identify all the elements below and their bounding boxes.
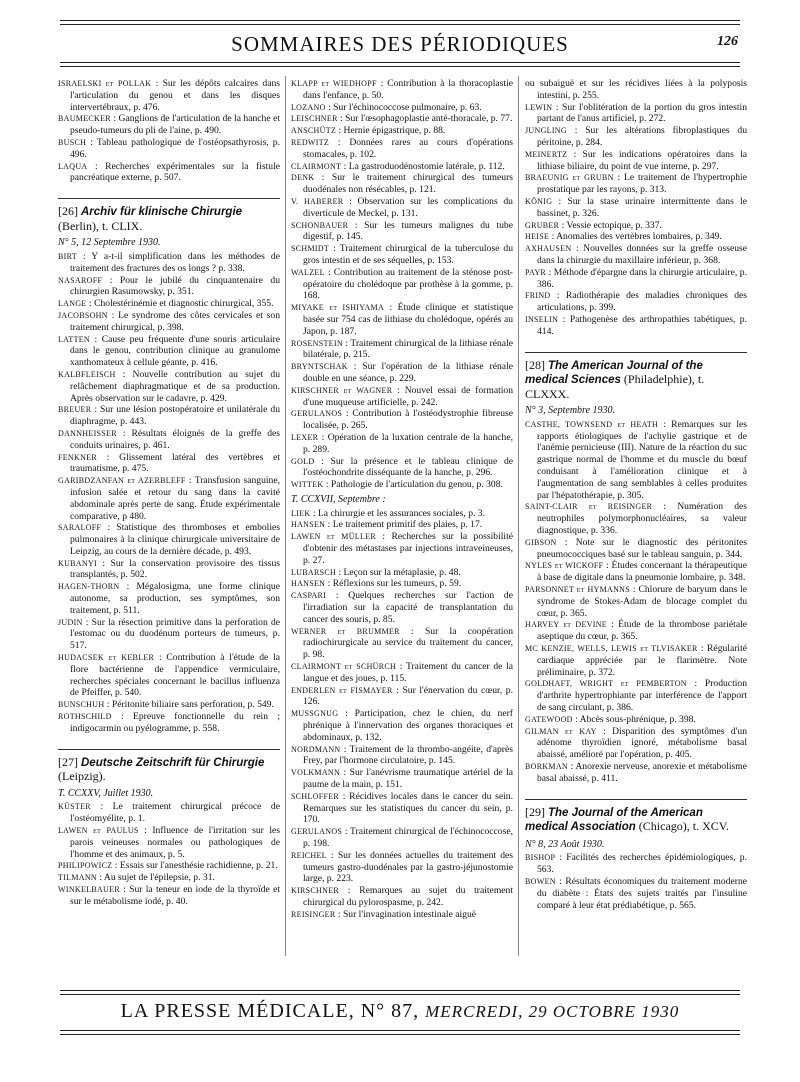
article-entry bbox=[291, 826, 513, 850]
article-authors: ROTHSCHILD bbox=[58, 712, 112, 722]
article-entry bbox=[525, 714, 747, 726]
article-authors: LANGE bbox=[58, 299, 87, 309]
article-title: : Au sujet de l'épilepsie, p. 31. bbox=[96, 872, 215, 884]
article-title: : Sur l'échinococcose pulmonaire, p. 63. bbox=[325, 101, 482, 113]
article-entry bbox=[291, 432, 513, 456]
article-entry bbox=[525, 537, 747, 561]
article-entry bbox=[291, 243, 513, 267]
top-double-rule bbox=[60, 20, 740, 25]
journal-heading bbox=[525, 799, 747, 835]
article-title: : Anomalies des vertèbres lombaires, p. 349. bbox=[549, 231, 722, 243]
article-title: : Remarques sur les rapports étiologiques de l'achylie gastrique et de l'anémie pernicieuse (III). Nature de la réaction du suc gastrique normal de l'homme et du muscle du bœuf conduisant à l'amélioration clinique et à l'augmentation de sang semblables à celles produites par l'hépatothérapie, p. 305. bbox=[537, 418, 747, 501]
article-entry bbox=[525, 678, 747, 713]
column-separator bbox=[518, 76, 519, 956]
issue-heading: N° 8, 23 Août 1930. bbox=[525, 838, 605, 850]
article-title: : Contribution à la thoracoplastie dans l'enfance, p. 50. bbox=[303, 78, 513, 101]
article-title: : Anorexie nerveuse, anorexie et métabolisme basal abaissé, p. 411. bbox=[537, 760, 747, 784]
article-entry bbox=[291, 456, 513, 480]
article-authors: SCHONBAUER bbox=[291, 220, 349, 230]
article-entry bbox=[525, 267, 747, 291]
journal-details: (Leipzig). bbox=[58, 769, 106, 784]
article-authors: HANSEN bbox=[291, 579, 326, 589]
article-title: : Traitement chirurgical de la tuberculose du gros intestin et de ses séquelles, p. 153. bbox=[303, 243, 513, 266]
article-authors: SAINT-CLAIR et REISINGER bbox=[525, 502, 653, 512]
article-title: : Vessie ectopique, p. 337. bbox=[559, 219, 662, 231]
journal-number: [26] bbox=[58, 204, 78, 219]
article-entry bbox=[291, 338, 513, 362]
article-authors: PARSONNET et HYMANNS bbox=[525, 584, 631, 594]
article-entry bbox=[291, 113, 513, 125]
article-authors: BREUER bbox=[58, 405, 92, 415]
article-title: : Pour le jubilé du cinquantenaire du chirurgien Rasumowsky, p. 351. bbox=[70, 274, 280, 298]
page-title: SOMMAIRES DES PÉRIODIQUES bbox=[231, 32, 569, 56]
article-title: : Sur les dépôts calcaires dans l'articulation du genou et dans les disques intervertébraux, p. 476. bbox=[70, 78, 280, 113]
article-entry bbox=[58, 78, 280, 113]
article-title: : Résultats éloignés de la greffe des conduits urinaires, p. 461. bbox=[70, 427, 280, 451]
article-entry bbox=[291, 909, 513, 921]
article-title: : Recherches expérimentales sur la fistule pancréatique externe, p. 507. bbox=[70, 160, 280, 184]
article-entry bbox=[58, 872, 280, 884]
journal-heading bbox=[58, 749, 280, 784]
article-title: : Résultats économiques du traitement moderne du diabète : États des sujets traités par l'insuline comparé à leur état prédiabétique, p. 565. bbox=[537, 875, 747, 911]
article-title: : Y a-t-il simplification dans les méthodes de traitement des fractures des os longs ? p. 338. bbox=[70, 250, 280, 274]
article-title: : Sur l'énervation du cœur, p. 126. bbox=[303, 684, 514, 708]
article-authors: BUSCH bbox=[58, 137, 87, 147]
article-entry bbox=[58, 801, 280, 825]
article-title: : Radiothérapie des maladies chroniques des articulations, p. 399. bbox=[537, 290, 747, 314]
article-entry bbox=[291, 791, 513, 826]
article-authors: SCHLOFFER bbox=[291, 791, 340, 801]
article-authors: GILMAN et KAY bbox=[525, 726, 597, 736]
article-title: : Note sur le diagnostic des péritonites pneumococciques basé sur le tableau sanguin, p. 344. bbox=[537, 536, 747, 560]
bottom-double-rule bbox=[60, 1030, 740, 1035]
article-authors: HAGEN-THORN bbox=[58, 582, 120, 592]
article-entry bbox=[525, 102, 747, 126]
article-entry bbox=[58, 860, 280, 872]
article-entry bbox=[58, 699, 280, 711]
article-authors: CLAIRMONT et SCHÜRCH bbox=[291, 662, 397, 672]
article-authors: MIYAKE et ISHIYAMA bbox=[291, 303, 385, 313]
page-number: 126 bbox=[717, 34, 738, 49]
article-authors: MC KENZIE, WELLS, LEWIS et TLVISAKER bbox=[525, 643, 698, 653]
article-authors: ENDERLEN et FISMAYER bbox=[291, 685, 393, 695]
article-title: : Le traitement de l'hypertrophie prostatique par les rayons, p. 313. bbox=[537, 172, 747, 196]
article-authors: LEXER bbox=[291, 432, 319, 442]
journal-title: Deutsche Zeitschrift für Chirurgie bbox=[81, 756, 265, 769]
article-entry bbox=[58, 558, 280, 582]
article-entry bbox=[58, 825, 280, 860]
article-title: : Quelques recherches sur l'action de l'irradiation sur la capacité de transplantation du cancer des souris, p. 85. bbox=[303, 590, 513, 625]
article-authors: PAYR bbox=[525, 267, 547, 277]
article-authors: WINKELBAUER bbox=[58, 885, 120, 895]
article-title: : Glissement latéral des vertèbres et traumatisme, p. 475. bbox=[70, 451, 280, 475]
article-entry bbox=[525, 501, 747, 536]
article-entry bbox=[58, 452, 280, 476]
article-authors: KIRSCHNER et WAGNER bbox=[291, 385, 393, 395]
article-title: : Sur les données actuelles du traitement des tumeurs gastro-duodénales par la gastro-jéjunostomie large, p. 223. bbox=[303, 849, 513, 885]
article-title: : Étude de la thrombose pariétale aseptique du cœur, p. 365. bbox=[537, 619, 748, 643]
article-authors: JACOBSOHN bbox=[58, 310, 108, 320]
article-authors: LAWEN et MÜLLER bbox=[291, 532, 376, 542]
article-entry bbox=[525, 584, 747, 619]
article-entry bbox=[291, 408, 513, 432]
article-entry bbox=[525, 290, 747, 314]
article-entry bbox=[525, 243, 747, 267]
journal-title: Archiv für klinische Chirurgie bbox=[81, 206, 243, 219]
article-entry bbox=[525, 419, 747, 502]
article-title: : Production d'arthrite hypertrophiante par interférence de l'apport de sang circulant, p. 386. bbox=[537, 678, 747, 713]
article-entry bbox=[291, 519, 513, 531]
article-title: : Récidives locales dans le cancer du sein. Remarques sur les statistiques du cancer du sein, p. 170. bbox=[303, 790, 513, 826]
article-title: ou subaiguë et sur les récidives liées à la polyposis intestini, p. 255. bbox=[525, 78, 747, 101]
article-entry bbox=[58, 404, 280, 428]
column-3 bbox=[525, 78, 747, 911]
journal-title: The Journal of the American medical Association bbox=[525, 806, 703, 834]
article-title: : Péritonite biliaire sans perforation, p. 549. bbox=[104, 699, 274, 711]
article-authors: HANSEN bbox=[291, 520, 326, 530]
article-entry bbox=[58, 369, 280, 404]
article-entry bbox=[58, 275, 280, 299]
article-authors: GOLD bbox=[291, 456, 315, 466]
article-authors: JUNGLING bbox=[525, 126, 567, 136]
article-authors: DANNHEISSER bbox=[58, 428, 117, 438]
article-authors: REISINGER bbox=[291, 909, 336, 919]
article-entry bbox=[291, 885, 513, 909]
article-title: : Réflexions sur les tumeurs, p. 59. bbox=[325, 578, 462, 590]
article-title: : Contribution à l'ostéodystrophie fibreuse localisée, p. 265. bbox=[303, 408, 513, 432]
header-double-rule bbox=[60, 62, 740, 67]
article-authors: NYLES et WICKOFF bbox=[525, 561, 604, 571]
article-authors: LOZANO bbox=[291, 102, 326, 112]
article-authors: KÜSTER bbox=[58, 802, 91, 812]
article-authors: FENKNER bbox=[58, 452, 97, 462]
article-entry bbox=[525, 314, 747, 338]
article-title: : Sur l'anévrisme traumatique artériel de la paume de la main, p. 151. bbox=[303, 767, 513, 791]
article-authors: PHILIPOWICZ bbox=[58, 861, 113, 871]
article-authors: INSELIN bbox=[525, 314, 559, 324]
article-authors: HARVEY et DEVINE bbox=[525, 620, 607, 630]
article-authors: BAUMECKER bbox=[58, 114, 111, 124]
article-title: : Sur la présence et le tableau clinique de l'ostéochondrite disséquante de la hanche, p. 296. bbox=[303, 455, 513, 479]
article-entry bbox=[291, 125, 513, 137]
article-entry bbox=[291, 220, 513, 244]
article-title: : Études concernant la thérapeutique à base de digitale dans la pneumonie lombaire, p. 348. bbox=[537, 560, 747, 584]
article-title: : Traitement chirurgical de l'échinococcose, p. 198. bbox=[303, 826, 513, 849]
article-entry bbox=[58, 884, 280, 908]
article-authors: HEISE bbox=[525, 232, 550, 242]
article-authors: CASTHE, TOWNSEND et HEATH bbox=[525, 419, 659, 429]
article-authors: BIRT bbox=[58, 251, 77, 261]
article-authors: LEISCHNER bbox=[291, 114, 338, 124]
article-authors: GERULANOS bbox=[291, 827, 343, 837]
article-title: : Cholestérinémie et diagnostic chirurgical, 355. bbox=[86, 298, 274, 310]
article-entry bbox=[291, 661, 513, 685]
article-entry bbox=[291, 626, 513, 661]
article-authors: AXHAUSEN bbox=[525, 244, 572, 254]
article-authors: KLAPP et WIEDHOPF bbox=[291, 79, 377, 88]
article-title: : Traitement du cancer de la langue et des joues, p. 115. bbox=[303, 661, 513, 684]
article-title: : Sur la coopération radiochirurgicale au service du traitement du cancer, p. 98. bbox=[303, 625, 514, 661]
article-authors: KUBANYI bbox=[58, 558, 97, 568]
journal-details: (Chicago), t. XCV. bbox=[635, 819, 729, 834]
article-authors: DENK bbox=[291, 173, 315, 183]
article-title: : Numération des neutrophiles polymorphonucléaires, sa valeur diagnostique, p. 336. bbox=[537, 501, 747, 536]
article-authors: GARIBDZANFAN et AZERBLEFF bbox=[58, 476, 186, 486]
article-title: : Contribution à l'étude de la flore bactérienne de l'appendice vermiculaire, recherches spéciales concernant le bacillus influenza de Pfeiffer, p. 540. bbox=[70, 652, 280, 699]
article-entry bbox=[291, 137, 513, 161]
article-title: : Données rares au cours d'opérations stomacales, p. 102. bbox=[303, 136, 513, 160]
article-entry bbox=[525, 852, 747, 876]
article-title: : Ganglions de l'articulation de la hanche et pseudo-tumeurs du pli de l'aine, p. 490. bbox=[70, 113, 280, 137]
article-entry bbox=[58, 617, 280, 652]
article-entry bbox=[291, 172, 513, 196]
article-entry bbox=[291, 590, 513, 625]
issue-heading: T. CCXVII, Septembre : bbox=[291, 493, 386, 505]
article-authors: SCHMIDT bbox=[291, 244, 330, 254]
article-title: : Chlorure de baryum dans le syndrome de Stokes-Adam de blocage complet du cœur, p. 365. bbox=[537, 583, 747, 619]
article-entry bbox=[58, 137, 280, 161]
journal-number: [28] bbox=[525, 357, 545, 372]
article-title: : Sur les altérations fibroplastiques du péritoine, p. 284. bbox=[537, 125, 747, 148]
article-title: : Facilités des recherches épidémiologiques, p. 563. bbox=[537, 852, 747, 876]
article-title: : Sur les indications opératoires dans la lithiase biliaire, du point de vue interne, p. 297. bbox=[537, 148, 747, 172]
article-entry bbox=[525, 149, 747, 173]
footer-date: MERCREDI, 29 OCTOBRE 1930 bbox=[425, 1002, 680, 1021]
article-title: : Pathologie de l'articulation du genou, p. 308. bbox=[323, 479, 503, 491]
article-authors: CASPARI bbox=[291, 591, 327, 601]
article-entry bbox=[58, 522, 280, 557]
column-1 bbox=[58, 78, 280, 908]
article-title: : Sur la conservation provisoire des tissus transplantés, p. 502. bbox=[70, 557, 280, 581]
article-title: : Disparition des symptômes d'un adénome thyroïdien ignoré, métabolisme basal abaissé, amélioré par l'opération, p. 405. bbox=[537, 725, 747, 761]
article-title: : Sur les tumeurs malignes du tube digestif, p. 145. bbox=[303, 219, 513, 243]
article-authors: JUDIN bbox=[58, 617, 83, 627]
article-entry bbox=[291, 850, 513, 885]
article-title: : Cause peu fréquente d'une souris articulaire dans le genou, contribution clinique au granulome xanthomateux à cellule géante, p. 416. bbox=[70, 333, 280, 369]
article-title: : Statistique des thromboses et embolies pulmonaires à la clinique chirurgicale universitaire de Leipzig, au cours de la dernière décade, p. 493. bbox=[70, 522, 280, 557]
journal-heading bbox=[525, 352, 747, 402]
article-title: : Traitement chirurgical de la lithiase rénale bilatérale, p. 215. bbox=[303, 337, 513, 361]
article-entry bbox=[291, 267, 513, 302]
article-title: : La gastroduodénostomie latérale, p. 112. bbox=[341, 160, 505, 172]
article-authors: GRUBER bbox=[525, 220, 560, 230]
article-entry bbox=[58, 475, 280, 522]
article-entry bbox=[291, 708, 513, 743]
article-entry bbox=[525, 172, 747, 196]
article-title: : Nouvel essai de formation d'une muqueuse artificielle, p. 242. bbox=[303, 384, 514, 408]
article-entry bbox=[525, 78, 747, 102]
article-authors: LAQUA bbox=[58, 161, 88, 171]
article-entry bbox=[58, 113, 280, 137]
article-title: : Le syndrome des côtes cervicales et son traitement chirurgical, p. 398. bbox=[70, 309, 280, 333]
article-title: : Méthode d'épargne dans la chirurgie articulaire, p. 386. bbox=[537, 266, 747, 290]
article-entry bbox=[291, 578, 513, 590]
article-title: : Pathogenèse des arthropathies tabétiques, p. 414. bbox=[537, 313, 747, 337]
article-authors: BORKMAN bbox=[525, 761, 568, 771]
article-title: : Remarques au sujet du traitement chirurgical du pylorospasme, p. 242. bbox=[303, 885, 513, 908]
article-entry bbox=[525, 643, 747, 678]
article-entry bbox=[291, 196, 513, 220]
article-title: : Sur le traitement chirurgical des tumeurs duodénales non résécables, p. 121. bbox=[303, 172, 513, 196]
article-title: : Le traitement chirurgical précoce de l'ostéomyélite, p. 1. bbox=[70, 801, 280, 825]
journal-heading bbox=[58, 198, 280, 233]
article-title: : Transfusion sanguine, infusion salée et retour du sang dans la cavité abdominale après perte de sang. Étude expérimentale comparative, p 480. bbox=[70, 475, 280, 522]
article-authors: LAWEN et PAULUS bbox=[58, 826, 139, 836]
article-title: : Mégalosigma, une forme clinique autonome, sa production, ses symptômes, son traitement, p. 511. bbox=[70, 581, 280, 616]
article-authors: ISRAELSKI et POLLAK bbox=[58, 79, 152, 88]
journal-number: [29] bbox=[525, 804, 545, 819]
article-title: : Tableau pathologique de l'ostéopsathyrosis, p. 496. bbox=[70, 136, 280, 160]
article-title: : Sur l'invagination intestinale aiguë bbox=[335, 908, 477, 920]
article-entry bbox=[291, 361, 513, 385]
article-authors: KIRSCHNER bbox=[291, 886, 340, 896]
journal-details: (Berlin), t. CLIX. bbox=[58, 218, 143, 233]
article-authors: REDWITZ bbox=[291, 137, 330, 147]
article-authors: ROSENSTEIN bbox=[291, 338, 343, 348]
article-entry bbox=[58, 652, 280, 699]
article-title: : Influence de l'irritation sur les parois veineuses normales ou pathologiques de l'homme et des animaux, p. 5. bbox=[70, 825, 280, 860]
journal-number: [27] bbox=[58, 754, 78, 769]
article-title: : Abcès sous-phrénique, p. 398. bbox=[572, 713, 696, 725]
article-entry bbox=[58, 581, 280, 616]
article-authors: KALBFLEISCH bbox=[58, 369, 116, 379]
article-entry bbox=[525, 761, 747, 785]
article-authors: TILMANN bbox=[58, 873, 97, 883]
article-authors: BUNSCHUH bbox=[58, 700, 105, 710]
article-title: : Sur la teneur en iode de la thyroïde et sur le métabolisme iodé, p. 40. bbox=[70, 884, 280, 907]
article-entry bbox=[525, 125, 747, 149]
article-entry bbox=[291, 685, 513, 709]
article-title: : Epreuve fonctionnelle du rein ; indigocarmin ou pyélogramme, p. 558. bbox=[70, 711, 280, 734]
issue-heading: T. CCXXV, Juillet 1930. bbox=[58, 787, 154, 799]
article-entry bbox=[525, 619, 747, 643]
column-2 bbox=[291, 78, 513, 921]
article-entry bbox=[525, 560, 747, 584]
article-authors: GATEWOOD bbox=[525, 714, 573, 724]
article-entry bbox=[58, 251, 280, 275]
issue-heading: N° 5, 12 Septembre 1930. bbox=[58, 237, 161, 249]
article-entry bbox=[525, 220, 747, 232]
article-authors: FRIND bbox=[525, 291, 551, 301]
article-entry bbox=[291, 479, 513, 491]
article-entry bbox=[291, 161, 513, 173]
footer-publication: LA PRESSE MÉDICALE, N° 87, bbox=[120, 1000, 420, 1022]
article-authors: WERNER et BRUMMER bbox=[291, 626, 400, 636]
article-entry bbox=[525, 196, 747, 220]
article-title: : Leçon sur la métaplasie, p. 48. bbox=[336, 566, 461, 578]
article-title: : Essais sur l'anesthésie rachidienne, p. 21. bbox=[112, 860, 278, 872]
article-authors: GIBSON bbox=[525, 537, 557, 547]
article-authors: VOLKMANN bbox=[291, 768, 341, 778]
article-title: : Traitement de la thrombo-angéite, d'après Frey, par l'hormone circulatoire, p. 145. bbox=[303, 743, 513, 767]
article-authors: HUDACSEK et KEBLER bbox=[58, 653, 155, 663]
article-authors: WALZEL bbox=[291, 267, 325, 277]
article-authors: NORDMANN bbox=[291, 744, 341, 754]
article-title: : La chirurgie et les assurances sociales, p. 3. bbox=[310, 507, 486, 519]
article-entry bbox=[525, 726, 747, 761]
article-title: : Sur l'oblitération de la portion du gros intestin partant de l'anus artificiel, p. 272. bbox=[537, 101, 747, 125]
article-entry bbox=[291, 385, 513, 409]
article-authors: BRYNTSCHAK bbox=[291, 362, 348, 372]
article-title: : Sur la résection primitive dans la perforation de l'estomac ou du duodénum porteurs de tumeurs, p. 517. bbox=[70, 616, 280, 652]
page-footer bbox=[0, 1000, 800, 1023]
journal-details: (Philadelphie), t. CLXXX. bbox=[525, 372, 705, 401]
article-entry bbox=[58, 428, 280, 452]
article-entry bbox=[291, 744, 513, 768]
article-authors: WITTEK bbox=[291, 480, 324, 490]
article-title: : Régularité cardiaque appréciée par le flarimètre. Note préliminaire, p. 372. bbox=[537, 642, 747, 678]
article-entry bbox=[525, 231, 747, 243]
article-title: : Sur la stase urinaire intermittente dans le bassinet, p. 326. bbox=[537, 195, 747, 219]
article-authors: V. HABERER bbox=[291, 196, 344, 206]
article-entry bbox=[58, 334, 280, 369]
issue-heading: N° 3, Septembre 1930. bbox=[525, 405, 616, 417]
article-authors: GOLDHAFT, WRIGHT et PEMBERTON bbox=[525, 679, 687, 689]
article-authors: SARALOFF bbox=[58, 523, 102, 533]
column-separator bbox=[285, 76, 286, 956]
article-title: : Étude clinique et statistique basée sur 754 cas de lithiase du cholédoque, opérés au Japon, p. 187. bbox=[303, 302, 513, 337]
article-entry bbox=[291, 78, 513, 102]
footer-double-rule bbox=[60, 990, 740, 995]
article-title: : Sur l'œsophagoplastie anté-thoracale, p. 77. bbox=[337, 113, 513, 125]
article-entry bbox=[291, 508, 513, 520]
article-entry bbox=[58, 310, 280, 334]
article-title: : Participation, chez le chien, du nerf phrénique à l'innervation des organes thoraciques et abdominaux, p. 132. bbox=[303, 708, 513, 743]
article-entry bbox=[58, 298, 280, 310]
article-title: : Nouvelles données sur la greffe osseuse dans la chirurgie du maxillaire inférieur, p. 368. bbox=[537, 243, 747, 266]
article-title: : Recherches sur la possibilité d'obtenir des métastases par injections intraveineuses, p. 27. bbox=[303, 531, 513, 566]
journal-title: The American Journal of the medical Sciences bbox=[525, 359, 703, 387]
article-authors: MEINERTZ bbox=[525, 149, 568, 159]
article-authors: LEWIN bbox=[525, 102, 553, 112]
article-authors: BISHOP bbox=[525, 853, 556, 863]
article-authors: BOWEN bbox=[525, 876, 556, 886]
article-authors: BRAEUNIG et GRUBN bbox=[525, 173, 614, 183]
article-title: : Nouvelle contribution au sujet du relâchement diaphragmatique et de sa production. Après observation sur le cadavre, p. 429. bbox=[70, 368, 280, 404]
article-entry bbox=[291, 567, 513, 579]
article-authors: NASAROFF bbox=[58, 275, 103, 285]
article-entry bbox=[291, 767, 513, 791]
article-title: : Contribution au traitement de la sténose post-opératoire du cholédoque par prothèse à la gomme, p. 168. bbox=[303, 266, 513, 302]
article-entry bbox=[291, 102, 513, 114]
article-authors: LIEK bbox=[291, 508, 311, 518]
article-title: : Opération de la luxation centrale de la hanche, p. 289. bbox=[303, 431, 513, 455]
article-title: : Le traitement primitif des plaies, p. 17. bbox=[325, 519, 483, 531]
article-authors: REICHEL bbox=[291, 850, 327, 860]
article-title: : Sur l'opération de la lithiase rénale double en une séance, p. 229. bbox=[303, 361, 513, 384]
article-authors: GERULANOS bbox=[291, 409, 343, 419]
article-authors: LATTEN bbox=[58, 334, 91, 344]
article-entry bbox=[291, 531, 513, 566]
article-authors: CLAIRMONT bbox=[291, 161, 342, 171]
article-authors: MUSSGNUG bbox=[291, 709, 339, 719]
article-entry bbox=[58, 161, 280, 185]
article-title: : Sur une lésion postopératoire et unilatérale du diaphragme, p. 443. bbox=[70, 404, 280, 428]
article-entry bbox=[58, 711, 280, 735]
article-title: : Hernie épigastrique, p. 88. bbox=[336, 125, 446, 137]
article-title: : Observation sur les complications du diverticule de Meckel, p. 131. bbox=[303, 195, 513, 219]
article-entry bbox=[291, 302, 513, 337]
article-authors: LUBARSCH bbox=[291, 567, 337, 577]
article-authors: KÖNIG bbox=[525, 196, 553, 206]
article-authors: ANSCHÜTZ bbox=[291, 126, 337, 136]
article-entry bbox=[525, 876, 747, 911]
